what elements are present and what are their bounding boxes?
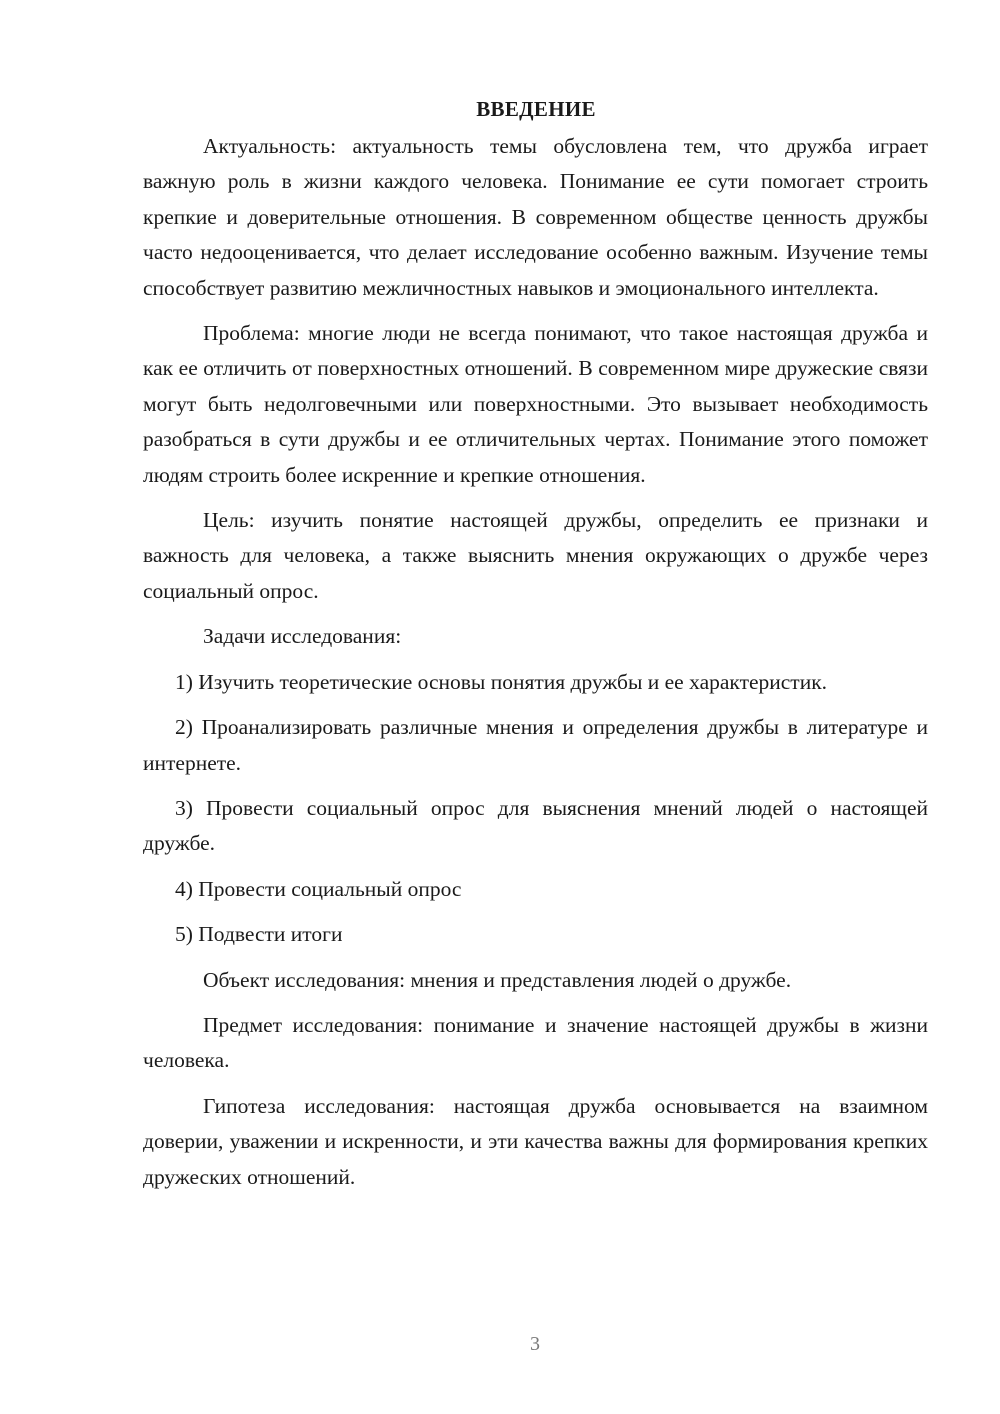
document-body [143,92,928,1205]
page-number: 3 [530,1333,540,1355]
tasks-heading: Задачи исследования: [203,624,402,649]
task-item: 2) Проанализировать различные мнения и определения дружбы в литературе и интернете. [143,715,928,775]
task-item: 1) Изучить теоретические основы понятия дружбы и ее характеристик. [175,669,828,694]
page-title: ВВЕДЕНИЕ [476,97,596,121]
problem-paragraph: Проблема: многие люди не всегда понимают, что такое настоящая дружба и как ее отличить от поверхностных отношений. В современном мире дружеские связи могут быть недолговечными или поверхностными. Это вызывает необходимость разобраться в сути дружбы и ее отличительных чертах. Понимание этого поможет людям строить более искренние и крепкие отношения. [143,321,928,487]
hypothesis-paragraph: Гипотеза исследования: настоящая дружба основывается на взаимном доверии, уважении и искренности, и эти качества важны для формирования крепких дружеских отношений. [143,1093,928,1189]
task-item: 3) Провести социальный опрос для выяснения мнений людей о настоящей дружбе. [143,795,928,856]
goal-paragraph: Цель: изучить понятие настоящей дружбы, определить ее признаки и важность для человека, а также выяснить мнения окружающих о дружбе через социальный опрос. [143,508,928,603]
task-item: 5) Подвести итоги [175,922,343,947]
object-paragraph: Объект исследования: мнения и представления людей о дружбе. [203,967,792,992]
relevance-paragraph: Актуальность: актуальность темы обусловлена тем, что дружба играет важную роль в жизни каждого человека. Понимание ее сути помогает строить крепкие и доверительные отношения. В современном обществе ценность дружбы часто недооценивается, что делает исследование особенно важным. Изучение темы способствует развитию межличностных навыков и эмоционального интеллекта. [143,134,928,300]
task-item: 4) Провести социальный опрос [175,876,462,901]
subject-paragraph: Предмет исследования: понимание и значение настоящей дружбы в жизни человека. [143,1012,928,1073]
